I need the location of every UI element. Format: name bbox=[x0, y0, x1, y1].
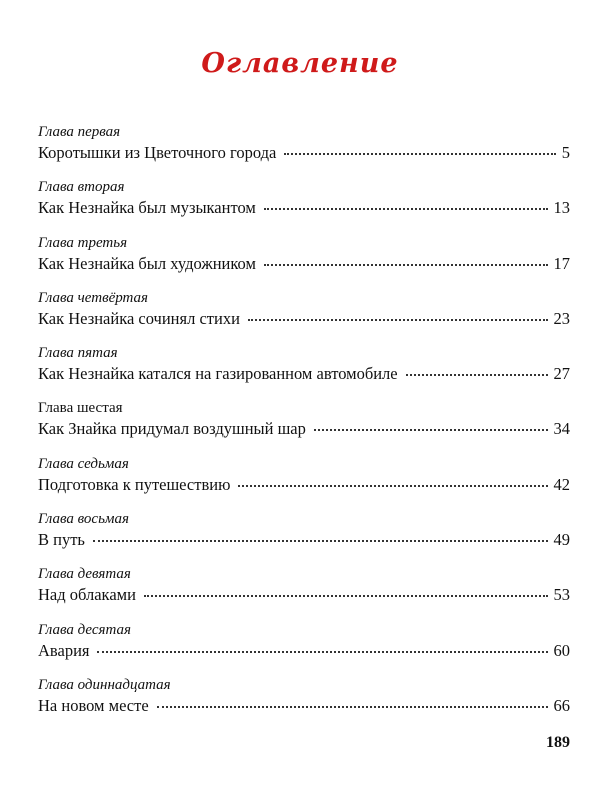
dot-leader bbox=[248, 319, 548, 321]
dot-leader bbox=[284, 153, 555, 155]
chapter-page: 42 bbox=[553, 474, 570, 494]
toc-entry[interactable] bbox=[38, 511, 570, 566]
chapter-title[interactable]: На новом месте bbox=[38, 695, 149, 715]
dot-leader bbox=[157, 706, 548, 708]
toc-entry[interactable] bbox=[38, 456, 570, 511]
chapter-label: Глава пятая bbox=[38, 345, 118, 362]
chapter-page: 53 bbox=[553, 585, 570, 605]
dot-leader bbox=[238, 485, 547, 487]
chapter-title[interactable]: Как Незнайка был художником bbox=[38, 253, 256, 273]
chapter-title[interactable]: Коротышки из Цветочного города bbox=[38, 143, 277, 162]
toc-entry[interactable] bbox=[38, 290, 570, 345]
dot-leader bbox=[97, 651, 547, 653]
chapter-title[interactable]: Над облаками bbox=[38, 585, 136, 605]
toc-entry[interactable] bbox=[38, 566, 570, 621]
chapter-title[interactable]: В путь bbox=[38, 530, 85, 550]
chapter-label: Глава десятая bbox=[38, 621, 131, 638]
toc-entry[interactable] bbox=[38, 345, 570, 400]
chapter-label: Глава седьмая bbox=[38, 455, 129, 472]
toc-entry[interactable] bbox=[38, 400, 570, 455]
dot-leader bbox=[93, 540, 548, 542]
toc-entry[interactable] bbox=[38, 677, 570, 732]
dot-leader bbox=[264, 208, 548, 210]
chapter-page: 66 bbox=[553, 695, 570, 715]
page-number: 189 bbox=[546, 734, 570, 751]
toc-entry[interactable] bbox=[38, 622, 570, 677]
chapter-label: Глава первая bbox=[38, 124, 121, 140]
table-of-contents bbox=[38, 124, 570, 732]
toc-entry[interactable] bbox=[38, 235, 570, 290]
chapter-label: Глава девятая bbox=[38, 566, 131, 583]
chapter-title[interactable]: Как Незнайка был музыкантом bbox=[38, 198, 256, 218]
chapter-page: 17 bbox=[553, 253, 570, 273]
toc-entry[interactable] bbox=[38, 124, 570, 179]
chapter-title[interactable]: Как Незнайка сочинял стихи bbox=[38, 308, 240, 328]
dot-leader bbox=[314, 429, 548, 431]
chapter-label: Глава третья bbox=[38, 234, 128, 251]
chapter-label: Глава вторая bbox=[38, 179, 125, 196]
chapter-label: Глава четвёртая bbox=[38, 289, 149, 306]
chapter-title[interactable]: Авария bbox=[38, 640, 90, 660]
chapter-page: 23 bbox=[553, 308, 570, 328]
chapter-page: 27 bbox=[553, 364, 570, 384]
page-title: Оглавление bbox=[201, 48, 399, 79]
toc-entry[interactable] bbox=[38, 179, 570, 234]
chapter-title[interactable]: Как Знайка придумал воздушный шар bbox=[38, 419, 306, 439]
chapter-page: 49 bbox=[553, 530, 570, 550]
chapter-label: Глава шестая bbox=[38, 400, 123, 417]
dot-leader bbox=[144, 595, 548, 597]
chapter-title[interactable]: Подготовка к путешествию bbox=[38, 474, 231, 494]
chapter-page: 5 bbox=[561, 143, 570, 162]
chapter-page: 34 bbox=[553, 419, 570, 439]
dot-leader bbox=[264, 264, 548, 266]
chapter-title[interactable]: Как Незнайка катался на газированном автомобиле bbox=[38, 364, 398, 384]
chapter-page: 13 bbox=[553, 198, 570, 218]
chapter-page: 60 bbox=[553, 640, 570, 660]
chapter-label: Глава восьмая bbox=[38, 511, 129, 528]
chapter-label: Глава одиннадцатая bbox=[38, 676, 171, 693]
dot-leader bbox=[406, 374, 548, 376]
